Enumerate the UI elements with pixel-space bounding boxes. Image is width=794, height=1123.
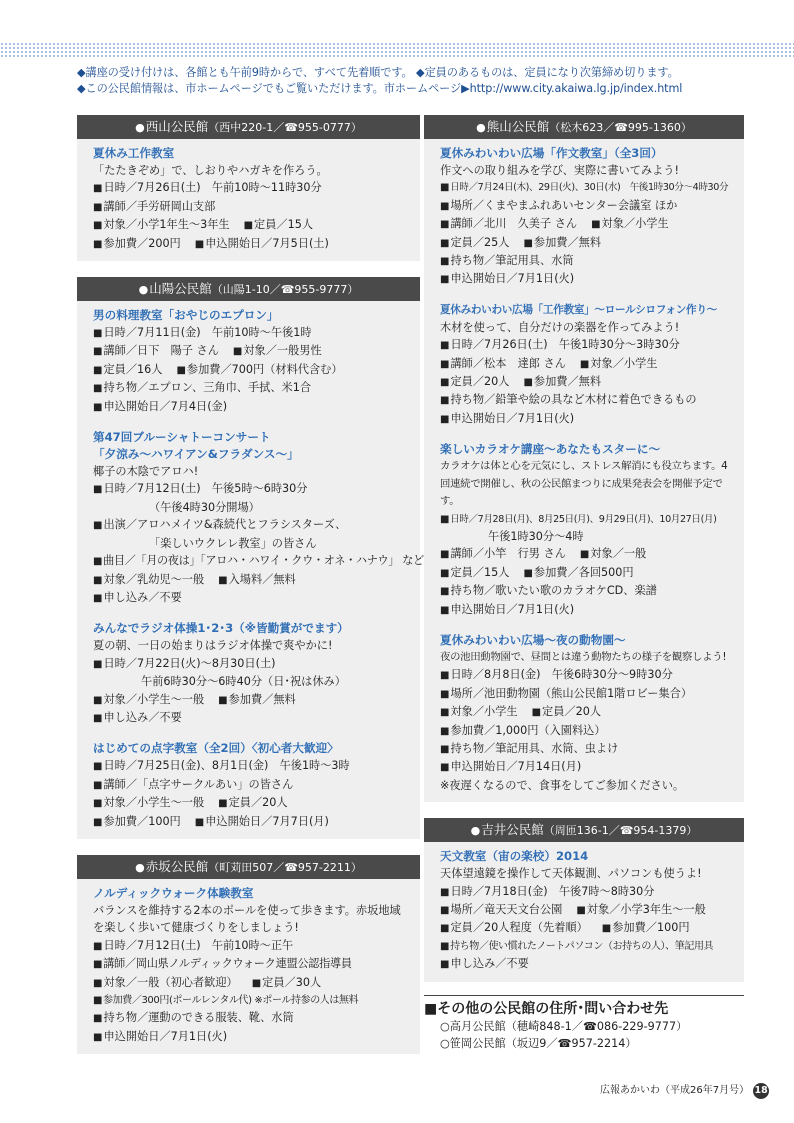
- course-date: 日時／7月26日(土) 午前10時～11時30分: [103, 181, 322, 195]
- course-date-note: （午後4時30分開場）: [149, 500, 260, 514]
- hall-header: ●吉井公民館（周匝136-1／☎954-1379）: [424, 818, 744, 842]
- other-halls-contacts: [424, 995, 744, 1052]
- course-fee: 参加費／無料: [533, 235, 602, 249]
- course: 夏休みわいわい広場「工作教室」～ロールシロフォン作り～ 木材を使って、自分だけの楽器を作ってみよう! ■日時／7月26日(土) 午後1時30分～3時30分 ■講師／松本 達郎 さん ■対象／小学生 ■定員／20人 ■参加費／無料 ■持ち物／鉛筆や絵の具など木材に着色できるもの ■申込開始日／7月1日(火): [440, 302, 734, 428]
- course-apply: 申込開始日／7月14日(月): [450, 760, 582, 774]
- notice-line-2: ◆この公民館情報は、市ホームページでもご覧いただけます。市ホームページ▶http://www.city.akaiwa.lg.jp/index.html: [77, 82, 683, 95]
- course-items: 持ち物／筆記用具、水筒: [450, 254, 574, 268]
- course-capacity: 定員／20人: [450, 375, 510, 389]
- course-subtitle: 「夕涼み～ハワイアン&フラダンス～」: [93, 447, 299, 462]
- course-apply: 申し込み／不要: [103, 710, 182, 724]
- hall-name: 熊山公民館: [486, 119, 550, 134]
- course-fee: 参加費／1,000円（入園料込）: [450, 723, 606, 737]
- hall-akasaka: [77, 855, 420, 1054]
- course-date: 日時／7月18日(金) 午後7時～8時30分: [450, 884, 655, 898]
- course: 夏休みわいわい広場「作文教室」（全3回） 作文への取り組みを学び、実際に書いてみよう! ■日時／7月24日(木)、29日(火)、30日(水) 午後1時30分～4時30分 ■場所／くまやまふれあいセンター会議室 ほか ■講師／北川 久美子 さん ■対象／小学生 ■定員／25人 ■参加費／無料 ■持ち物／筆記用具、水筒 ■申込開始日／7月1日(火): [440, 145, 734, 289]
- course-target: 対象／小学生～一般: [103, 796, 205, 810]
- course-target: 対象／小学生: [590, 356, 658, 370]
- hall-address: （周匝136-1／☎954-1379）: [543, 824, 698, 838]
- course-target: 対象／小学3年生～一般: [586, 903, 706, 916]
- hall-name: 吉井公民館: [481, 822, 544, 838]
- course-teacher: 講師／手労研岡山支部: [103, 199, 216, 213]
- hall-name: 西山公民館: [145, 119, 209, 134]
- course-apply: 申込開始日／7月1日(火): [450, 602, 575, 616]
- course-capacity: 定員／20人程度（先着順）: [450, 921, 588, 935]
- hall-address: （山陽1-10／☎955-9777）: [211, 283, 359, 297]
- hall-yoshii: [424, 818, 744, 981]
- left-column: [77, 115, 424, 1070]
- course-title: みんなでラジオ体操1･2･3（※皆勤賞がでます）: [93, 621, 349, 636]
- course-desc: 椰子の木陰でアロハ!: [93, 465, 199, 479]
- course-fee: 参加費／各回500円: [533, 565, 634, 579]
- hall-name: 山陽公民館: [149, 281, 212, 297]
- page-number: 18: [753, 1083, 769, 1099]
- course-date: 日時／7月22日(火)～8月30日(土): [103, 656, 276, 670]
- course-apply: 申し込み／不要: [103, 590, 182, 604]
- course-fee: 参加費／300円(ポールレンタル代) ※ポール持参の人は無料: [103, 995, 359, 1006]
- course-capacity: 定員／20人: [542, 705, 602, 719]
- course-desc: 夏の朝、一日の始まりはラジオ体操で爽やかに!: [93, 639, 333, 653]
- course-place: 場所／池田動物園（熊山公民館1階ロビー集合）: [450, 686, 693, 700]
- course-date: 日時／7月25日(金)、8月1日(金) 午後1時～3時: [103, 759, 350, 773]
- course-capacity: 定員／20人: [228, 796, 288, 810]
- course-items: 持ち物／運動のできる服装、靴、水筒: [103, 1011, 294, 1025]
- course-title: ノルディックウォーク体験教室: [93, 885, 254, 900]
- course-teacher: 講師／北川 久美子 さん: [450, 217, 578, 231]
- course-capacity: 定員／25人: [450, 235, 510, 249]
- course: 男の料理教室「おやじのエプロン」 ■日時／7月11日(金) 午前10時～午後1時 ■講師／日下 陽子 さん ■対象／一般男性 ■定員／16人 ■参加費／700円（材料代含む） ■持ち物／エプロン、三角巾、手拭、米1合 ■申込開始日／7月4日(金): [93, 307, 410, 416]
- course-date: 日時／7月24日(木)、29日(火)、30日(水) 午後1時30分～4時30分: [450, 182, 729, 194]
- course-performers: 出演／アロハメイツ&森続代とフラシスターズ、: [103, 518, 347, 532]
- course-desc: カラオケは体と心を元気にし、ストレス解消にも役立ちます。4回連続で開催し、秋の公民館まつりに成果発表会を開催予定です。: [440, 460, 728, 508]
- course-teacher: 講師／小竿 行男 さん: [450, 547, 566, 561]
- course-desc: 「たたきぞめ」で、しおりやハガキを作ろう。: [93, 164, 328, 177]
- course: 第47回ブルーシャトーコンサート 「夕涼み～ハワイアン&フラダンス～」 椰子の木陰でアロハ! ■日時／7月12日(土) 午後5時～6時30分 （午後4時30分開場） ■出演／アロハメイツ&森続代とフラシスターズ、 「楽しいウクレレ教室」の皆さん ■曲目／「月の夜は」「アロハ・ハワイ・クウ・オネ・ハナウ」 など ■対象／乳幼児～一般 ■入場料／無料 ■申し込み／不要: [93, 430, 424, 604]
- course-desc: 天体望遠鏡を操作して天体観測、パソコンも使うよ!: [440, 867, 702, 881]
- course-title: 男の料理教室「おやじのエプロン」: [93, 308, 279, 323]
- course-date: 日時／7月28日(月)、8月25日(月)、9月29日(月)、10月27日(月): [450, 513, 717, 525]
- course: みんなでラジオ体操1･2･3（※皆勤賞がでます） 夏の朝、一日の始まりはラジオ体操で爽やかに! ■日時／7月22日(火)～8月30日(土) 午前6時30分～6時40分（日･祝は休み） ■対象／小学生～一般 ■参加費／無料 ■申し込み／不要: [93, 620, 410, 727]
- hall-address: （西中220-1／☎955-0777）: [208, 121, 362, 134]
- course-target: 対象／小学生～一般: [103, 692, 205, 706]
- course-capacity: 定員／15人: [450, 565, 510, 579]
- course: 夏休み工作教室 「たたきぞめ」で、しおりやハガキを作ろう。 ■日時／7月26日(土) 午前10時～11時30分 ■講師／手労研岡山支部 ■対象／小学1年生～3年生 ■定員／15人 ■参加費／200円 ■申込開始日／7月5日(土): [93, 145, 410, 253]
- course-fee: 参加費／100円: [103, 814, 181, 828]
- hall-kumayama: [424, 115, 744, 802]
- hall-address: （松木623／☎995-1360）: [549, 121, 692, 134]
- course-target: 対象／一般男性: [243, 344, 322, 358]
- course-title: 夏休みわいわい広場～夜の動物園～: [440, 632, 626, 647]
- course-items: 持ち物／歌いたい歌のカラオケCD、楽譜: [450, 584, 657, 598]
- course-title: 楽しいカラオケ講座～あなたもスターに～: [440, 442, 661, 457]
- course-apply: 申込開始日／7月5日(土): [205, 236, 329, 250]
- right-column: [424, 115, 744, 998]
- course-items: 持ち物／筆記用具、水筒、虫よけ: [450, 741, 619, 755]
- course-songs: 曲目／「月の夜は」「アロハ・ハワイ・クウ・オネ・ハナウ」 など: [103, 554, 424, 568]
- course-title: 天文教室（宙の楽校）2014: [440, 849, 589, 864]
- course-date: 日時／8月8日(金) 午後6時30分～9時30分: [450, 668, 673, 682]
- course: ノルディックウォーク体験教室 バランスを維持する2本のポールを使って歩きます。赤坂地域を楽しく歩いて健康づくりをしましょう! ■日時／7月12日(土) 午前10時～正午 ■講師／岡山県ノルディックウォーク連盟公認指導員 ■対象／一般（初心者歓迎） ■定員／30人 ■参加費／300円(ポールレンタル代) ※ポール持参の人は無料 ■持ち物／運動のできる服装、靴、水筒 ■申込開始日／7月1日(火): [93, 885, 410, 1046]
- course-apply: 申込開始日／7月1日(火): [450, 411, 575, 425]
- course-date: 日時／7月12日(土) 午後5時～6時30分: [103, 482, 308, 496]
- course-title: 夏休みわいわい広場「工作教室」～ロールシロフォン作り～: [440, 303, 717, 316]
- course-apply: 申し込み／不要: [450, 957, 529, 971]
- course: 夏休みわいわい広場～夜の動物園～ 夜の池田動物園で、昼間とは違う動物たちの様子を観察しよう! ■日時／8月8日(金) 午後6時30分～9時30分 ■場所／池田動物園（熊山公民館1階ロビー集合） ■対象／小学生 ■定員／20人 ■参加費／1,000円（入園料込） ■持ち物／筆記用具、水筒、虫よけ ■申込開始日／7月14日(月) ※夜遅くなるので、食事をしてご参加ください。: [440, 632, 734, 794]
- course-date-2: 午前6時30分～6時40分（日･祝は休み）: [141, 675, 346, 689]
- course-title: はじめての点字教室（全2回）〈初心者大歓迎〉: [93, 741, 339, 756]
- course-fee: 参加費／無料: [228, 692, 296, 706]
- course-fee: 参加費／100円: [612, 921, 690, 935]
- course-fee: 参加費／無料: [533, 375, 602, 389]
- course-items: 持ち物／使い慣れたノートパソコン（お持ちの人）、筆記用具: [450, 940, 714, 952]
- course-date: 日時／7月11日(金) 午前10時～午後1時: [103, 326, 312, 340]
- course-items: 持ち物／鉛筆や絵の具など木材に着色できるもの: [450, 393, 697, 407]
- course-place: 場所／くまやまふれあいセンター会議室 ほか: [450, 198, 678, 212]
- course-title: 第47回ブルーシャトーコンサート: [93, 430, 271, 445]
- course-target: 対象／一般（初心者歓迎）: [103, 975, 238, 989]
- course-apply: 申込開始日／7月1日(火): [450, 272, 575, 286]
- course-fee: 参加費／200円: [103, 236, 181, 250]
- course: 楽しいカラオケ講座～あなたもスターに～ カラオケは体と心を元気にし、ストレス解消にも役立ちます。4回連続で開催し、秋の公民館まつりに成果発表会を開催予定です。 ■日時／7月28日(月)、8月25日(月)、9月29日(月)、10月27日(月) 午後1時30分～4時 ■講師／小竿 行男 さん ■対象／一般 ■定員／15人 ■参加費／各回500円 ■持ち物／歌いたい歌のカラオケCD、楽譜 ■申込開始日／7月1日(火): [440, 441, 734, 619]
- course-apply: 申込開始日／7月4日(金): [103, 399, 228, 413]
- course-apply: 申込開始日／7月1日(火): [103, 1029, 228, 1043]
- hall-address: （町苅田507／☎957-2211）: [208, 860, 362, 874]
- course-note: ※夜遅くなるので、食事をしてご参加ください。: [440, 778, 685, 792]
- course-entry-fee: 入場料／無料: [228, 572, 296, 586]
- course-teacher: 講師／「点字サークルあい」の皆さん: [103, 777, 294, 791]
- course-items: 持ち物／エプロン、三角巾、手拭、米1合: [103, 381, 312, 395]
- course-date: 日時／7月26日(土) 午後1時30分～3時30分: [450, 338, 680, 352]
- course-desc: 夜の池田動物園で、昼間とは違う動物たちの様子を観察しよう!: [440, 650, 727, 663]
- course-place: 場所／竜天天文台公園: [450, 903, 563, 916]
- notice-line-1: ◆講座の受け付けは、各館とも午前9時からで、すべて先着順です。 ◆定員のあるものは、定員になり次第締め切ります。: [77, 66, 679, 79]
- course-date-2: 午後1時30分～4時: [488, 529, 584, 543]
- other-hall-sasaoka: ○笹岡公民館（坂辺9／☎957-2214）: [440, 1037, 637, 1050]
- course-capacity: 定員／16人: [103, 362, 163, 376]
- course-fee: 参加費／700円（材料代含む）: [186, 362, 343, 376]
- page-footer: [600, 1081, 769, 1099]
- course-target: 対象／小学1年生～3年生: [103, 218, 230, 232]
- course-target: 対象／乳幼児～一般: [103, 572, 205, 586]
- course-desc: 木材を使って、自分だけの楽器を作ってみよう!: [440, 320, 680, 334]
- hall-header: ●熊山公民館（松木623／☎995-1360）: [424, 115, 744, 139]
- course-desc: 作文への取り組みを学び、実際に書いてみよう!: [440, 164, 679, 177]
- course-target: 対象／小学生: [450, 705, 518, 719]
- course-teacher: 講師／松本 達郎 さん: [450, 356, 566, 370]
- publication-name: 広報あかいわ（平成26年7月号）: [600, 1085, 750, 1096]
- course-date: 日時／7月12日(土) 午前10時～正午: [103, 938, 294, 952]
- course-performers-2: 「楽しいウクレレ教室」の皆さん: [149, 536, 317, 550]
- course-title: 夏休み工作教室: [93, 146, 175, 160]
- hall-sanyo: [77, 277, 424, 839]
- hall-header: ●赤坂公民館（町苅田507／☎957-2211）: [77, 855, 420, 879]
- hall-name: 赤坂公民館: [145, 858, 209, 874]
- course-target: 対象／一般: [590, 547, 647, 561]
- course-desc: バランスを維持する2本のポールを使って歩きます。赤坂地域を楽しく歩いて健康づくりをしましょう!: [93, 903, 401, 935]
- course-capacity: 定員／30人: [262, 975, 322, 989]
- course-capacity: 定員／15人: [254, 218, 314, 232]
- hall-header: ●山陽公民館（山陽1-10／☎955-9777）: [77, 277, 420, 301]
- course-teacher: 講師／日下 陽子 さん: [103, 344, 219, 358]
- other-hall-takatsuki: ○高月公民館（穂崎848-1／☎086-229-9777）: [440, 1020, 688, 1033]
- course-apply: 申込開始日／7月7日(月): [205, 814, 329, 828]
- course: はじめての点字教室（全2回）〈初心者大歓迎〉 ■日時／7月25日(金)、8月1日(金) 午後1時～3時 ■講師／「点字サークルあい」の皆さん ■対象／小学生～一般 ■定員／20人 ■参加費／100円 ■申込開始日／7月7日(月): [93, 740, 410, 831]
- other-halls-title: ■その他の公民館の住所･問い合わせ先: [424, 995, 744, 1018]
- course-title: 夏休みわいわい広場「作文教室」（全3回）: [440, 146, 663, 160]
- course-target: 対象／小学生: [601, 217, 669, 231]
- course: 天文教室（宙の楽校）2014 天体望遠鏡を操作して天体観測、パソコンも使うよ! ■日時／7月18日(金) 午後7時～8時30分 ■場所／竜天天文台公園 ■対象／小学3年生～一般 ■定員／20人程度（先着順） ■参加費／100円 ■持ち物／使い慣れたノートパソコン（お持ちの人）、筆記用具 ■申し込み／不要: [440, 848, 734, 973]
- course-teacher: 講師／岡山県ノルディックウォーク連盟公認指導員: [103, 957, 352, 971]
- hall-nishiyama: [77, 115, 420, 261]
- decorative-dot-band: [0, 42, 794, 58]
- hall-header: ●西山公民館（西中220-1／☎955-0777）: [77, 115, 420, 139]
